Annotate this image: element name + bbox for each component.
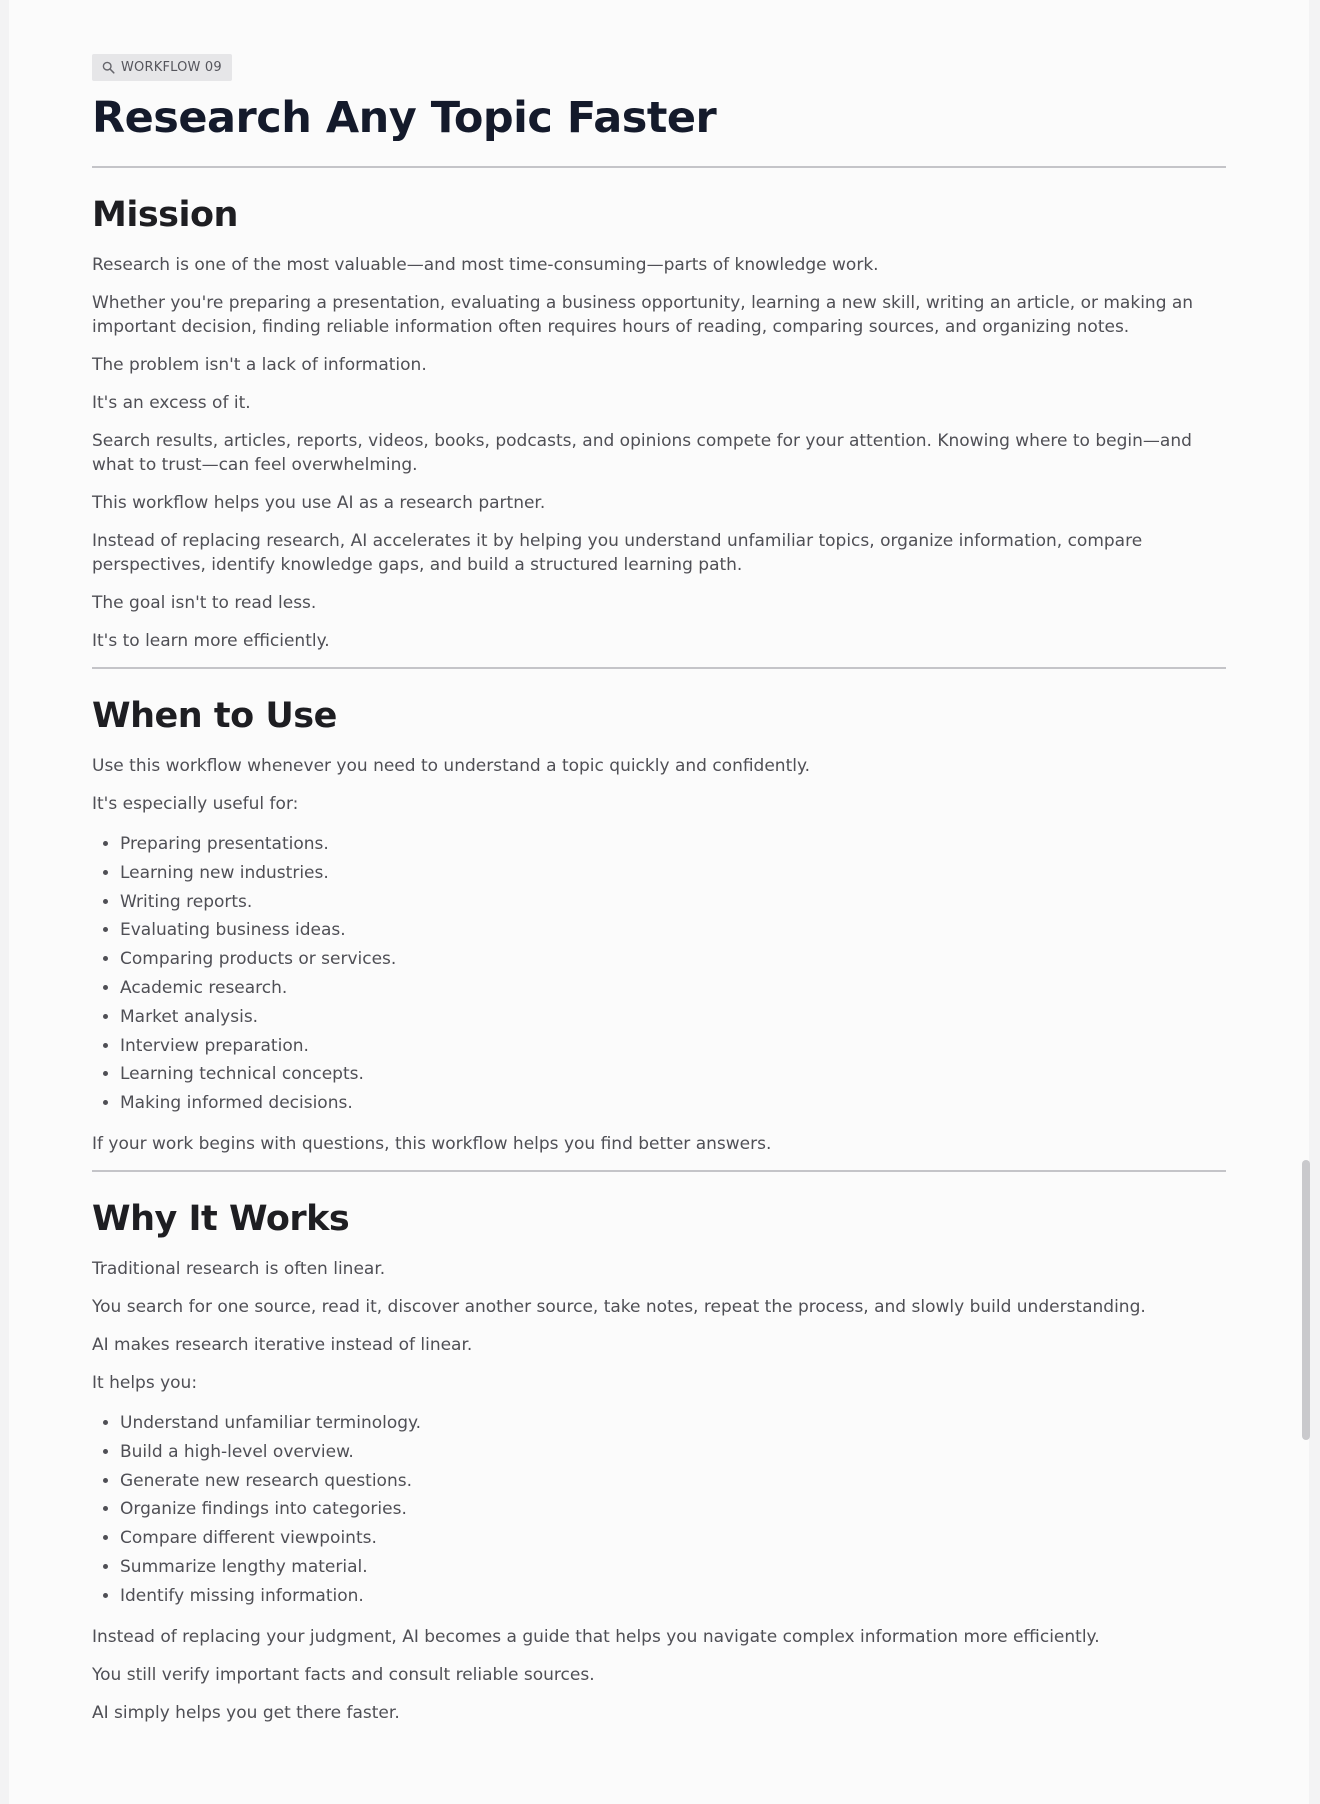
use-cases-list: [92, 830, 1226, 1118]
why-it-works-paragraph: It helps you:: [92, 1372, 198, 1393]
why-it-works-paragraph: AI simply helps you get there faster.: [92, 1702, 400, 1723]
mission-section: [92, 195, 1226, 653]
list-item: • Writing reports.: [120, 888, 1226, 917]
list-item: • Preparing presentations.: [120, 830, 1226, 859]
section-divider: [92, 1170, 1226, 1172]
list-item: • Academic research.: [120, 974, 1226, 1003]
list-item: • Compare different viewpoints.: [120, 1524, 1226, 1553]
list-item: • Market analysis.: [120, 1003, 1226, 1032]
list-item: • Understand unfamiliar terminology.: [120, 1409, 1226, 1438]
benefits-list: [92, 1409, 1226, 1611]
when-to-use-paragraph: It's especially useful for:: [92, 794, 299, 814]
mission-paragraph: It's to learn more efficiently.: [92, 631, 330, 651]
mission-paragraph: Instead of replacing research, AI accelerates it by helping you understand unfamiliar topics, organize information, compare perspectives, identify knowledge gaps, and build a structured learning path.: [92, 531, 1143, 575]
workflow-tag-label: WORKFLOW 09: [121, 60, 222, 75]
workflow-tag: [92, 54, 232, 81]
why-it-works-section: [92, 1199, 1226, 1725]
search-icon: [102, 61, 115, 74]
list-item: • Making informed decisions.: [120, 1089, 1226, 1118]
section-divider: [92, 667, 1226, 669]
list-item: • Learning technical concepts.: [120, 1060, 1226, 1089]
list-item: • Comparing products or services.: [120, 945, 1226, 974]
when-to-use-heading: When to Use: [92, 696, 337, 736]
page-title: Research Any Topic Faster: [92, 93, 717, 143]
title-divider: [92, 166, 1226, 168]
list-item: • Interview preparation.: [120, 1032, 1226, 1061]
list-item: • Learning new industries.: [120, 859, 1226, 888]
when-to-use-paragraph: If your work begins with questions, this workflow helps you find better answers.: [92, 1133, 772, 1154]
list-item: • Evaluating business ideas.: [120, 916, 1226, 945]
list-item: • Summarize lengthy material.: [120, 1553, 1226, 1582]
why-it-works-paragraph: You search for one source, read it, discover another source, take notes, repeat the process, and slowly build understanding.: [92, 1296, 1146, 1317]
why-it-works-paragraph: Instead of replacing your judgment, AI becomes a guide that helps you navigate complex information more efficiently.: [92, 1626, 1100, 1647]
document-page: [9, 0, 1309, 1804]
list-item: • Organize findings into categories.: [120, 1495, 1226, 1524]
list-item: • Generate new research questions.: [120, 1467, 1226, 1496]
mission-paragraph: The goal isn't to read less.: [92, 593, 317, 613]
mission-paragraph: This workflow helps you use AI as a research partner.: [92, 493, 546, 513]
mission-heading: Mission: [92, 195, 238, 235]
list-item: • Identify missing information.: [120, 1582, 1226, 1611]
why-it-works-heading: Why It Works: [92, 1198, 350, 1239]
why-it-works-paragraph: You still verify important facts and consult reliable sources.: [92, 1664, 595, 1685]
mission-paragraph: Research is one of the most valuable—and most time-consuming—parts of knowledge work.: [92, 255, 879, 275]
mission-paragraph: Search results, articles, reports, videos, books, podcasts, and opinions compete for your attention. Knowing where to begin—and what to trust—can feel overwhelming.: [92, 431, 1192, 475]
when-to-use-paragraph: Use this workflow whenever you need to understand a topic quickly and confidently.: [92, 756, 811, 776]
why-it-works-paragraph: AI makes research iterative instead of linear.: [92, 1334, 473, 1355]
when-to-use-section: [92, 696, 1226, 1156]
list-item: • Build a high-level overview.: [120, 1438, 1226, 1467]
mission-paragraph: It's an excess of it.: [92, 393, 251, 413]
document-content: [92, 54, 1226, 1739]
scrollbar-thumb[interactable]: [1302, 1160, 1310, 1440]
mission-paragraph: Whether you're preparing a presentation, evaluating a business opportunity, learning a new skill, writing an article, or making an important decision, finding reliable information often requires hours of reading, comparing sources, and organizing notes.: [92, 293, 1194, 337]
mission-paragraph: The problem isn't a lack of information.: [92, 355, 427, 375]
why-it-works-paragraph: Traditional research is often linear.: [92, 1258, 386, 1279]
